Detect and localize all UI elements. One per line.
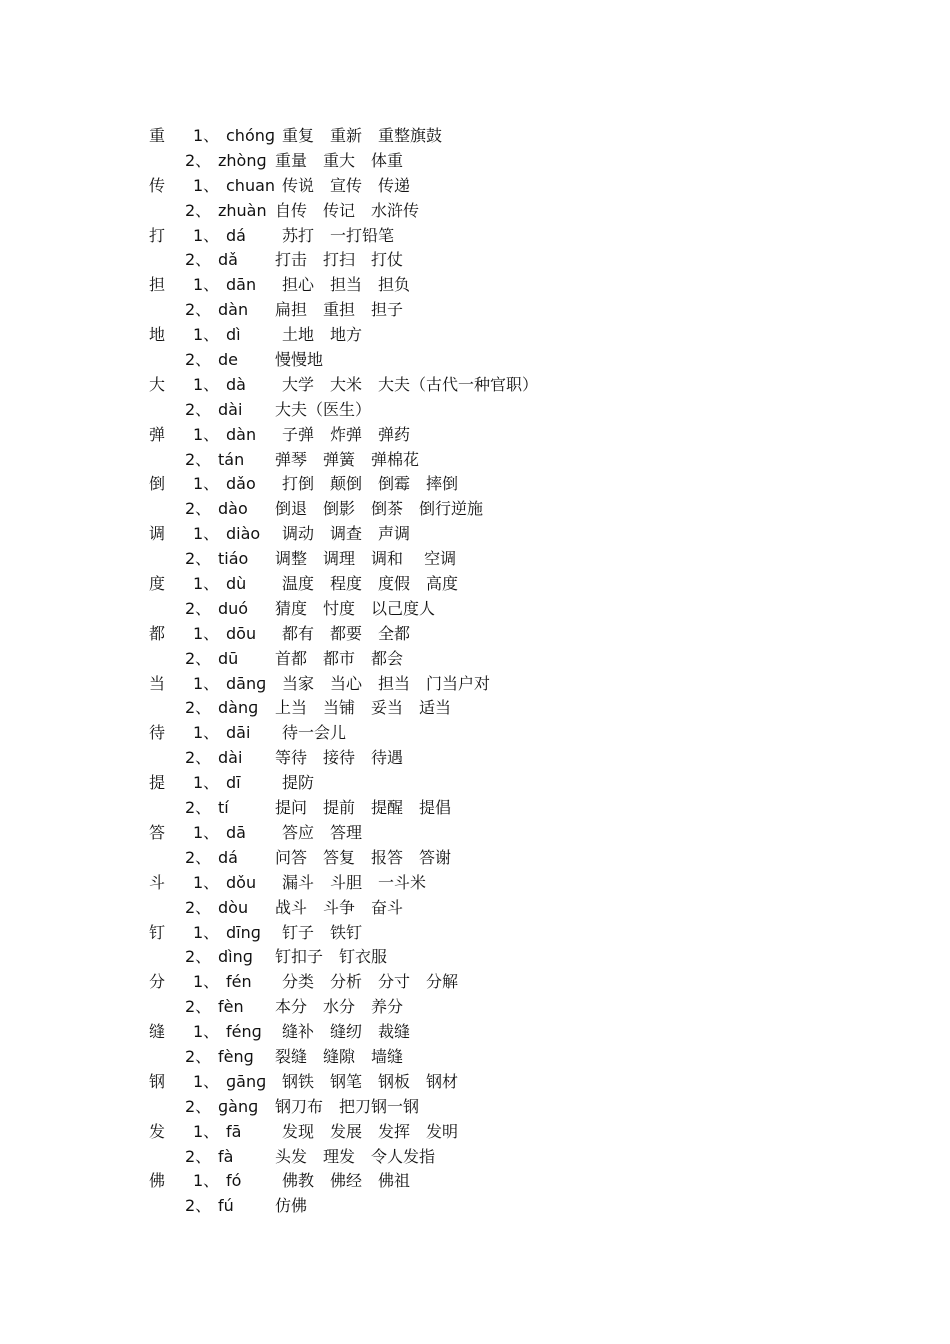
- entry-line: [0, 1169, 950, 1194]
- reading-pinyin: ɡānɡ: [226, 1071, 267, 1091]
- entry-character: 重: [149, 126, 166, 145]
- reading-number: 1、: [193, 424, 220, 444]
- entry-character: 度: [149, 574, 166, 594]
- reading-example-words: 佛教 佛经 佛祖: [282, 1171, 411, 1191]
- reading-number: 1、: [193, 972, 220, 992]
- entry-line: [0, 423, 950, 448]
- entry-line: [0, 746, 950, 771]
- reading-pinyin: zhuàn: [218, 200, 267, 220]
- reading-example-words: 本分 水分 养分: [275, 997, 404, 1017]
- reading-pinyin: fènɡ: [218, 1046, 254, 1066]
- entry-character: 斗: [149, 872, 166, 892]
- reading-pinyin: fén: [226, 972, 252, 992]
- entry-line: [0, 995, 950, 1020]
- entry-line: [0, 472, 950, 497]
- reading-example-words: 打倒 颠倒 倒霉 摔倒: [282, 474, 459, 494]
- reading-number: 2、: [185, 399, 212, 419]
- reading-number: 1、: [193, 175, 220, 195]
- entry-line: [0, 921, 950, 946]
- reading-pinyin: dòu: [218, 897, 249, 917]
- reading-example-words: 钢刀布 把刀钢一钢: [275, 1096, 420, 1116]
- reading-pinyin: fà: [218, 1146, 234, 1166]
- document-body: [0, 124, 950, 1219]
- reading-pinyin: dù: [226, 574, 247, 594]
- reading-example-words: 头发 理发 令人发指: [275, 1146, 436, 1166]
- entry-character: 当: [149, 673, 166, 693]
- entry-line: [0, 248, 950, 273]
- reading-pinyin: tán: [218, 449, 245, 469]
- reading-pinyin: dì: [226, 325, 241, 345]
- entry-line: [0, 1145, 950, 1170]
- reading-example-words: 首都 都市 都会: [275, 648, 404, 668]
- reading-pinyin: fó: [226, 1171, 242, 1191]
- entry-line: [0, 1095, 950, 1120]
- reading-example-words: 问答 答复 报答 答谢: [275, 847, 452, 867]
- reading-pinyin: tiáo: [218, 549, 249, 569]
- reading-pinyin: dū: [218, 648, 239, 668]
- reading-pinyin: dài: [218, 399, 243, 419]
- reading-example-words: 上当 当铺 妥当 适当: [275, 698, 452, 718]
- reading-number: 2、: [185, 1096, 212, 1116]
- reading-example-words: 土地 地方: [282, 325, 363, 345]
- reading-pinyin: dài: [218, 748, 243, 768]
- entry-line: [0, 970, 950, 995]
- reading-number: 2、: [185, 748, 212, 768]
- entry-character: 传: [149, 175, 166, 195]
- entry-character: 调: [149, 524, 166, 544]
- reading-example-words: 裂缝 缝隙 墙缝: [275, 1046, 404, 1066]
- reading-number: 1、: [193, 574, 220, 594]
- entry-character: 打: [149, 225, 166, 245]
- reading-number: 2、: [185, 847, 212, 867]
- reading-example-words: 猜度 忖度 以己度人: [275, 598, 436, 618]
- reading-pinyin: chónɡ: [226, 126, 276, 145]
- entry-character: 倒: [149, 474, 166, 494]
- reading-number: 1、: [193, 723, 220, 743]
- reading-example-words: 提防: [282, 773, 315, 793]
- reading-number: 1、: [193, 524, 220, 544]
- reading-pinyin: fā: [226, 1121, 242, 1141]
- entry-character: 待: [149, 723, 166, 743]
- reading-number: 2、: [185, 698, 212, 718]
- reading-number: 2、: [185, 549, 212, 569]
- entry-line: [0, 597, 950, 622]
- reading-number: 1、: [193, 474, 220, 494]
- entry-character: 提: [149, 773, 166, 793]
- reading-number: 2、: [185, 250, 212, 270]
- reading-example-words: 重复 重新 重整旗鼓: [282, 126, 443, 145]
- reading-pinyin: dǒu: [226, 872, 257, 892]
- reading-number: 2、: [185, 300, 212, 320]
- entry-character: 钉: [149, 922, 166, 942]
- entry-line: [0, 199, 950, 224]
- reading-pinyin: dà: [226, 374, 246, 394]
- entry-character: 地: [149, 325, 166, 345]
- reading-number: 1、: [193, 673, 220, 693]
- reading-pinyin: dá: [218, 847, 238, 867]
- reading-pinyin: dān: [226, 275, 257, 295]
- reading-number: 1、: [193, 275, 220, 295]
- entry-line: [0, 1120, 950, 1145]
- reading-number: 1、: [193, 872, 220, 892]
- reading-example-words: 子弹 炸弹 弹药: [282, 424, 411, 444]
- reading-example-words: 苏打 一打铅笔: [282, 225, 395, 245]
- entry-character: 答: [149, 822, 166, 842]
- reading-pinyin: dǎ: [218, 250, 238, 270]
- reading-example-words: 发现 发展 发挥 发明: [282, 1121, 459, 1141]
- reading-example-words: 漏斗 斗胆 一斗米: [282, 872, 427, 892]
- entry-line: [0, 821, 950, 846]
- reading-pinyin: de: [218, 350, 238, 370]
- reading-number: 1、: [193, 822, 220, 842]
- reading-pinyin: dǎo: [226, 474, 256, 494]
- entry-line: [0, 298, 950, 323]
- reading-number: 2、: [185, 1146, 212, 1166]
- entry-line: [0, 1020, 950, 1045]
- reading-number: 2、: [185, 1196, 212, 1216]
- entry-line: [0, 124, 950, 149]
- reading-number: 2、: [185, 449, 212, 469]
- reading-example-words: 大学 大米 大夫（古代一种官职）: [282, 374, 539, 394]
- entry-character: 分: [149, 972, 166, 992]
- reading-example-words: 调整 调理 调和 空调: [275, 549, 457, 569]
- reading-example-words: 答应 答理: [282, 822, 363, 842]
- entry-line: [0, 572, 950, 597]
- reading-pinyin: zhònɡ: [218, 150, 267, 170]
- entry-line: [0, 547, 950, 572]
- reading-number: 1、: [193, 922, 220, 942]
- reading-number: 2、: [185, 350, 212, 370]
- entry-line: [0, 871, 950, 896]
- reading-example-words: 分类 分析 分寸 分解: [282, 972, 459, 992]
- reading-number: 2、: [185, 997, 212, 1017]
- reading-number: 2、: [185, 798, 212, 818]
- reading-pinyin: dá: [226, 225, 246, 245]
- entry-line: [0, 672, 950, 697]
- reading-example-words: 自传 传记 水浒传: [275, 200, 420, 220]
- reading-number: 2、: [185, 150, 212, 170]
- entry-character: 发: [149, 1121, 166, 1141]
- reading-number: 1、: [193, 126, 220, 145]
- reading-number: 1、: [193, 773, 220, 793]
- reading-pinyin: dīnɡ: [226, 922, 261, 942]
- reading-example-words: 调动 调查 声调: [282, 524, 411, 544]
- reading-number: 1、: [193, 1121, 220, 1141]
- entry-character: 担: [149, 275, 166, 295]
- entry-line: [0, 647, 950, 672]
- reading-pinyin: dāi: [226, 723, 251, 743]
- entry-line: [0, 323, 950, 348]
- reading-example-words: 传说 宣传 传递: [282, 175, 411, 195]
- reading-number: 1、: [193, 1071, 220, 1091]
- reading-number: 1、: [193, 225, 220, 245]
- reading-example-words: 缝补 缝纫 裁缝: [282, 1022, 411, 1042]
- reading-example-words: 仿佛: [275, 1196, 308, 1216]
- entry-line: [0, 224, 950, 249]
- reading-pinyin: duó: [218, 598, 249, 618]
- entry-line: [0, 1194, 950, 1219]
- entry-character: 缝: [149, 1022, 166, 1042]
- entry-line: [0, 696, 950, 721]
- entry-line: [0, 448, 950, 473]
- entry-line: [0, 771, 950, 796]
- reading-pinyin: dōu: [226, 623, 257, 643]
- entry-line: [0, 1070, 950, 1095]
- reading-number: 2、: [185, 499, 212, 519]
- entry-line: [0, 846, 950, 871]
- reading-example-words: 重量 重大 体重: [275, 150, 404, 170]
- reading-example-words: 大夫（医生）: [275, 399, 372, 419]
- reading-example-words: 打击 打扫 打仗: [275, 250, 404, 270]
- reading-example-words: 钉扣子 钉衣服: [275, 947, 388, 967]
- entry-line: [0, 149, 950, 174]
- reading-pinyin: dàn: [218, 300, 249, 320]
- entry-line: [0, 522, 950, 547]
- reading-example-words: 钉子 铁钉: [282, 922, 363, 942]
- reading-example-words: 战斗 斗争 奋斗: [275, 897, 404, 917]
- entry-character: 都: [149, 623, 166, 643]
- entry-character: 钢: [149, 1071, 166, 1091]
- reading-pinyin: chuan: [226, 175, 276, 195]
- reading-example-words: 担心 担当 担负: [282, 275, 411, 295]
- reading-number: 1、: [193, 374, 220, 394]
- reading-example-words: 扁担 重担 担子: [275, 300, 404, 320]
- reading-number: 2、: [185, 897, 212, 917]
- reading-number: 2、: [185, 1046, 212, 1066]
- reading-example-words: 等待 接待 待遇: [275, 748, 404, 768]
- entry-line: [0, 945, 950, 970]
- reading-pinyin: dānɡ: [226, 673, 267, 693]
- reading-pinyin: dìnɡ: [218, 947, 253, 967]
- entry-line: [0, 174, 950, 199]
- reading-number: 2、: [185, 598, 212, 618]
- reading-number: 2、: [185, 947, 212, 967]
- entry-line: [0, 348, 950, 373]
- entry-line: [0, 273, 950, 298]
- reading-number: 1、: [193, 623, 220, 643]
- reading-number: 1、: [193, 1022, 220, 1042]
- reading-number: 1、: [193, 325, 220, 345]
- reading-example-words: 弹琴 弹簧 弹棉花: [275, 449, 420, 469]
- reading-pinyin: ɡànɡ: [218, 1096, 259, 1116]
- entry-line: [0, 398, 950, 423]
- reading-example-words: 待一会儿: [282, 723, 347, 743]
- reading-number: 2、: [185, 648, 212, 668]
- reading-pinyin: fèn: [218, 997, 244, 1017]
- reading-pinyin: dàn: [226, 424, 257, 444]
- entry-character: 佛: [149, 1171, 166, 1191]
- reading-pinyin: dào: [218, 499, 248, 519]
- reading-pinyin: dā: [226, 822, 246, 842]
- entry-character: 弹: [149, 424, 166, 444]
- reading-pinyin: fénɡ: [226, 1022, 262, 1042]
- reading-example-words: 温度 程度 度假 高度: [282, 574, 459, 594]
- reading-number: 2、: [185, 200, 212, 220]
- reading-pinyin: fú: [218, 1196, 234, 1216]
- reading-pinyin: diào: [226, 524, 261, 544]
- reading-pinyin: dànɡ: [218, 698, 259, 718]
- reading-example-words: 倒退 倒影 倒茶 倒行逆施: [275, 499, 484, 519]
- entry-character: 大: [149, 374, 166, 394]
- entry-line: [0, 1045, 950, 1070]
- entry-line: [0, 373, 950, 398]
- entry-line: [0, 896, 950, 921]
- reading-number: 1、: [193, 1171, 220, 1191]
- reading-example-words: 慢慢地: [275, 350, 324, 370]
- reading-example-words: 都有 都要 全都: [282, 623, 411, 643]
- entry-line: [0, 796, 950, 821]
- reading-example-words: 当家 当心 担当 门当户对: [282, 673, 491, 693]
- reading-pinyin: dī: [226, 773, 241, 793]
- reading-pinyin: tí: [218, 798, 229, 818]
- entry-line: [0, 622, 950, 647]
- reading-example-words: 提问 提前 提醒 提倡: [275, 798, 452, 818]
- entry-line: [0, 721, 950, 746]
- entry-line: [0, 497, 950, 522]
- reading-example-words: 钢铁 钢笔 钢板 钢材: [282, 1071, 459, 1091]
